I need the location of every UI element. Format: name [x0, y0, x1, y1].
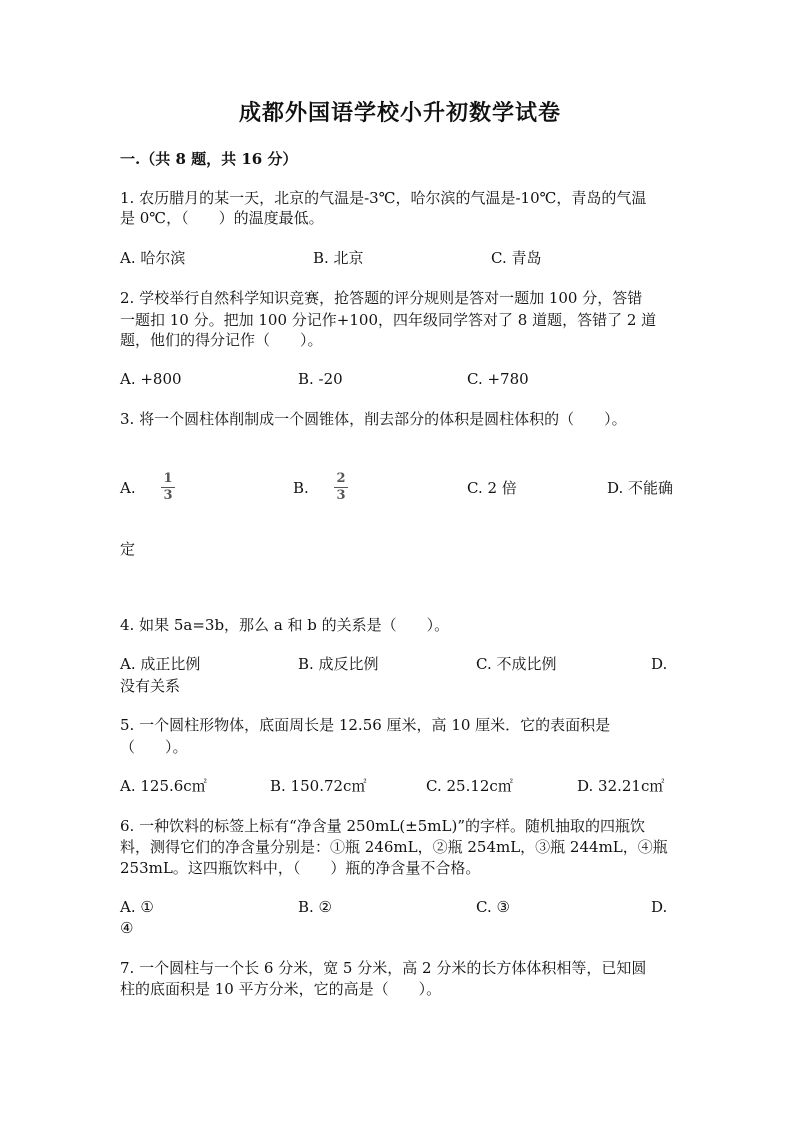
q3-option-a-label[interactable]: A.: [120, 479, 136, 497]
q5-option-a[interactable]: A. 125.6c㎡: [120, 777, 207, 795]
fraction-denominator: 3: [163, 488, 173, 503]
q1-option-a[interactable]: A. 哈尔滨: [120, 249, 186, 267]
q2-option-a[interactable]: A. +800: [120, 370, 182, 388]
page-title: 成都外国语学校小升初数学试卷: [238, 100, 561, 126]
q6-option-d[interactable]: D.: [651, 898, 668, 916]
q6-text-line1: 6. 一种饮料的标签上标有“净含量 250mL(±5mL)”的字样。随机抽取的四瓶饮: [120, 817, 646, 835]
q3-option-d[interactable]: D. 不能确: [607, 479, 674, 497]
q3-text-line1: 3. 将一个圆柱体削制成一个圆锥体，削去部分的体积是圆柱体积的（ ）。: [120, 410, 627, 428]
q2-text-line3: 题，他们的得分记作（ ）。: [120, 331, 323, 349]
q6-option-a[interactable]: A. ①: [120, 898, 154, 916]
q3-option-c[interactable]: C. 2 倍: [467, 479, 517, 497]
section-heading: 一.（共 8 题，共 16 分）: [120, 150, 298, 168]
q6-option-b[interactable]: B. ②: [298, 898, 333, 916]
q7-text-line1: 7. 一个圆柱与一个长 6 分米，宽 5 分米，高 2 分米的长方体体积相等，已知圆: [120, 959, 647, 977]
fraction-numerator: 1: [163, 471, 173, 486]
q3-option-b-label[interactable]: B.: [293, 479, 309, 497]
q1-option-b[interactable]: B. 北京: [313, 249, 364, 267]
fraction-numerator: 2: [336, 471, 346, 486]
q4-option-d[interactable]: D.: [651, 655, 668, 673]
q2-text-line1: 2. 学校举行自然科学知识竞赛，抢答题的评分规则是答对一题加 100 分，答错: [120, 289, 643, 307]
q4-option-d-continued: 没有关系: [120, 677, 181, 695]
q7-text-line2: 柱的底面积是 10 平方分米，它的高是（ ）。: [120, 980, 442, 998]
q3-option-d-continued: 定: [120, 540, 136, 558]
q1-text-line1: 1. 农历腊月的某一天，北京的气温是-3℃，哈尔滨的气温是-10℃，青岛的气温: [120, 189, 647, 207]
q4-option-b[interactable]: B. 成反比例: [298, 655, 379, 673]
q6-text-line3: 253mL。这四瓶饮料中，（ ）瓶的净含量不合格。: [120, 859, 481, 877]
q2-text-line2: 一题扣 10 分。把加 100 分记作+100，四年级同学答对了 8 道题，答错了 2 道: [120, 311, 657, 329]
q6-text-line2: 料，测得它们的净含量分别是：①瓶 246mL，②瓶 254mL，③瓶 244mL，④瓶: [120, 838, 668, 856]
q2-option-c[interactable]: C. +780: [467, 370, 529, 388]
q4-option-a[interactable]: A. 成正比例: [120, 655, 201, 673]
q5-option-b[interactable]: B. 150.72c㎡: [270, 777, 367, 795]
q5-option-d[interactable]: D. 32.21c㎡: [577, 777, 665, 795]
q4-text-line1: 4. 如果 5a=3b，那么 a 和 b 的关系是（ ）。: [120, 616, 450, 634]
q5-text-line2: （ ）。: [120, 738, 188, 756]
q6-option-c[interactable]: C. ③: [476, 898, 510, 916]
fraction-denominator: 3: [336, 488, 346, 503]
q4-option-c[interactable]: C. 不成比例: [476, 655, 557, 673]
q3-option-a-fraction: [161, 472, 175, 503]
q2-option-b[interactable]: B. -20: [298, 370, 343, 388]
q1-text-line2: 是 0℃，（ ）的温度最低。: [120, 209, 324, 227]
q6-option-d-continued: ④: [120, 919, 134, 937]
q1-option-c[interactable]: C. 青岛: [491, 249, 542, 267]
q5-text-line1: 5. 一个圆柱形物体，底面周长是 12.56 厘米，高 10 厘米．它的表面积是: [120, 716, 611, 734]
q3-option-b-fraction: [334, 472, 348, 503]
q5-option-c[interactable]: C. 25.12c㎡: [426, 777, 513, 795]
